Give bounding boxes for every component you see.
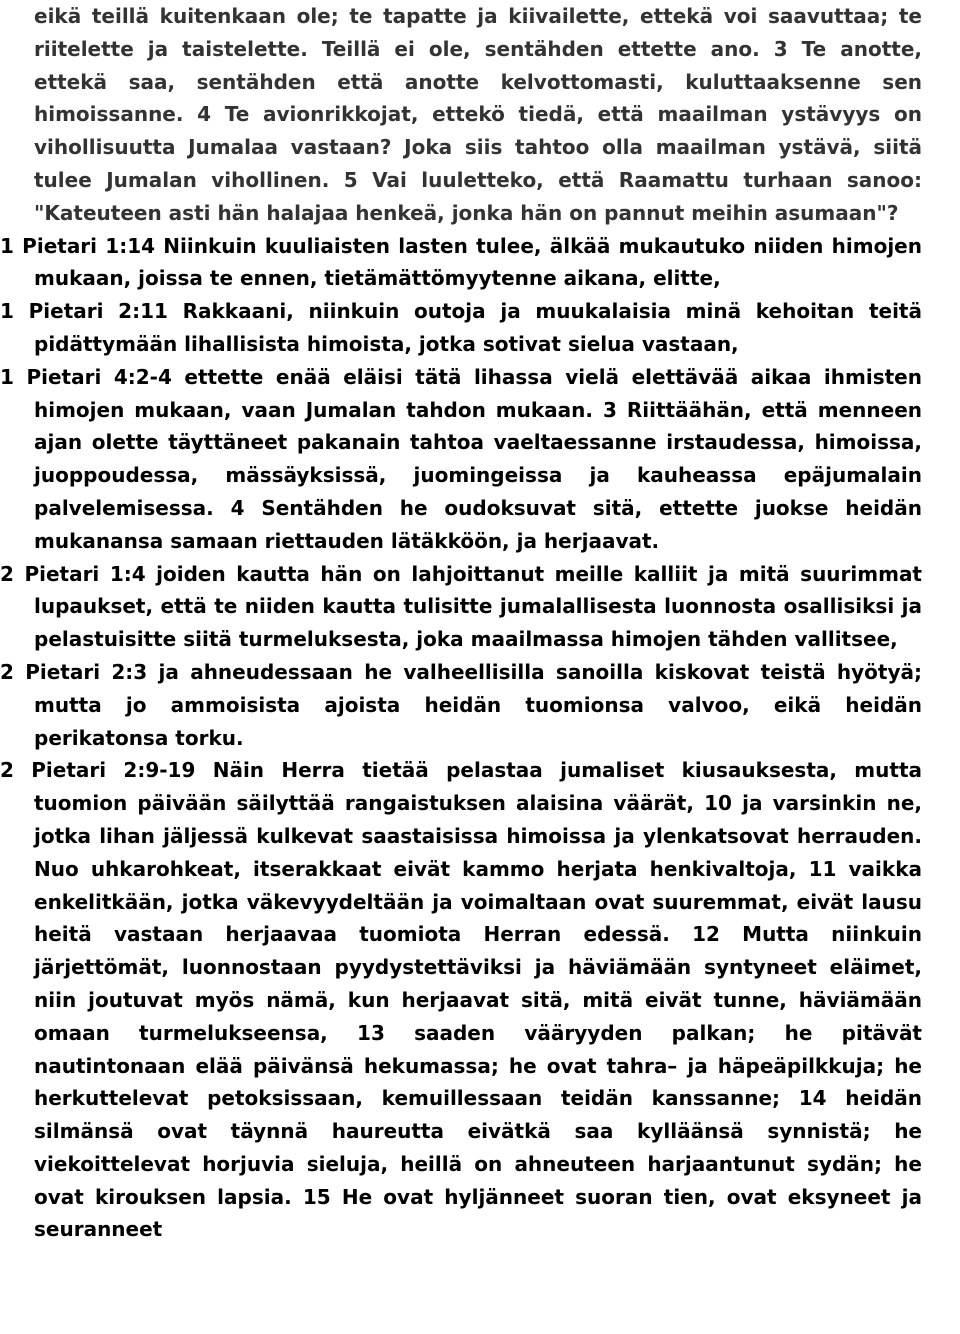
paragraph-2-pietari-1-4: [0, 558, 922, 656]
paragraph-1-pietari-4-2-4: [0, 361, 922, 558]
paragraph-text: 1 Pietari 2:11 Rakkaani, niinkuin outoja ja muukalaisia minä kehoitan teitä pidättymään lihallisista himoista, jotka sotivat sielua vastaan,: [0, 299, 922, 356]
paragraph-text: 2 Pietari 2:9-19 Näin Herra tietää pelastaa jumaliset kiusauksesta, mutta tuomion päivään säilyttää rangaistuksen alaisina väärät, 10 ja varsinkin ne, jotka lihan jäljessä kulkevat saastaisissa himoissa ja ylenkatsovat herrauden. Nuo uhkarohkeat, itserakkaat eivät kammo herjata henkivaltoja, 11 vaikka enkelitkään, jotka väkevyydeltään ja voimaltaan ovat suuremmat, eivät lausu heitä vastaan herjaavaa tuomiota Herran edessä. 12 Mutta niinkuin järjettömät, luonnostaan pyydystettäviksi ja häviämään syntyneet eläimet, niin joutuvat myös nämä, kun herjaavat sitä, mitä eivät tunne, häviämään omaan turmelukseensa, 13 saaden vääryyden palkan; he pitävät nautintonaan elää päivänsä hekumassa; he ovat tahra– ja häpeäpilkkuja; he herkuttelevat petoksissaan, kemuillessaan teidän kanssanne; 14 heidän silmänsä ovat täynnä haureutta eivätkä saa kylläänsä synnistä; he viekoittelevat horjuvia sieluja, heillä on ahneuteen harjaantunut sydän; he ovat kirouksen lapsia. 15 He ovat hyljänneet suoran tien, ovat eksyneet ja seuranneet: [0, 758, 922, 1242]
paragraph-2-pietari-2-9-19: [0, 754, 922, 1246]
paragraph-jakob-4: [0, 0, 922, 230]
paragraph-text: 2 Pietari 1:4 joiden kautta hän on lahjoittanut meille kalliit ja mitä suurimmat lupaukset, että te niiden kautta tulisitte jumalallisesta luonnosta osallisiksi ja pelastuisitte siitä turmeluksesta, joka maailmassa himojen tähden vallitsee,: [0, 561, 922, 652]
paragraph-text: eikä teillä kuitenkaan ole; te tapatte ja kiivailette, ettekä voi saavuttaa; te riitelette ja taistelette. Teillä ei ole, sentähden ettette ano. 3 Te anotte, ettekä saa, sentähden että anotte kelvottomasti, kuluttaaksenne sen himoissanne. 4 Te avionrikkojat, ettekö tiedä, että maailman ystävyys on vihollisuutta Jumalaa vastaan? Joka siis tahtoo olla maailman ystävä, siitä tulee Jumalan vihollinen. 5 Vai luuletteko, että Raamattu turhaan sanoo: "Kateuteen asti hän halajaa henkeä, jonka hän on pannut meihin asumaan"?: [34, 4, 922, 225]
paragraph-2-pietari-2-3: [0, 656, 922, 754]
paragraph-text: 2 Pietari 2:3 ja ahneudessaan he valheellisilla sanoilla kiskovat teistä hyötyä; mutta jo ammoisista ajoista heidän tuomionsa valvoo, eikä heidän perikatonsa torku.: [0, 659, 922, 750]
paragraph-text: 1 Pietari 4:2-4 ettette enää eläisi tätä lihassa vielä elettävää aikaa ihmisten himojen mukaan, vaan Jumalan tahdon mukaan. 3 Riittäähän, että menneen ajan olette täyttäneet pakanain tahtoa vaeltaessanne irstaudessa, himoissa, juoppoudessa, mässäyksissä, juomingeissa ja kauheassa epäjumalain palvelemisessa. 4 Sentähden he oudoksuvat sitä, ettette juokse heidän mukanansa samaan riettauden lätäkköön, ja herjaavat.: [0, 364, 922, 553]
paragraph-text: 1 Pietari 1:14 Niinkuin kuuliaisten lasten tulee, älkää mukautuko niiden himojen mukaan, joissa te ennen, tietämättömyytenne aikana, elitte,: [0, 233, 922, 291]
paragraph-1-pietari-2-11: [0, 295, 922, 361]
paragraph-1-pietari-1-14: [0, 230, 922, 296]
